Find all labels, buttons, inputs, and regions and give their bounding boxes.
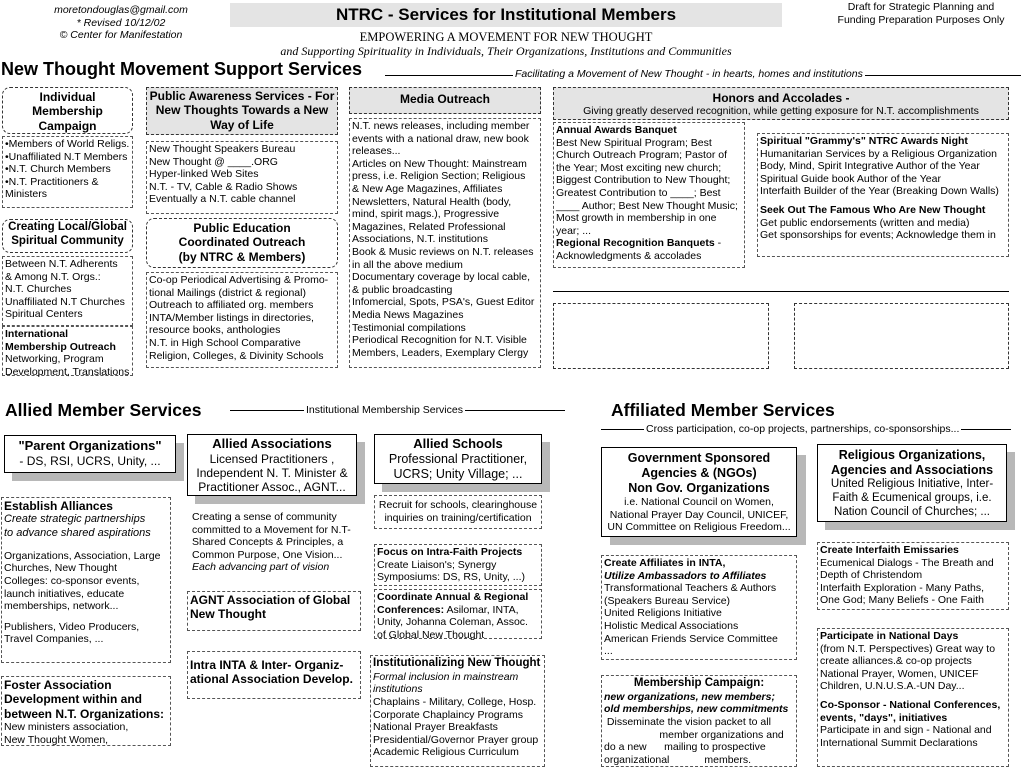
membership-campaign-title: Individual Membership Campaign <box>2 87 133 134</box>
inta-title: Create Affiliates in INTA, <box>604 557 726 569</box>
parent-text: - DS, RSI, UCRS, Unity, ... <box>19 453 161 468</box>
interfaith-title: Create Interfaith Emissaries <box>820 544 959 556</box>
international-outreach <box>2 326 133 376</box>
government-line: UN Committee on Religious Freedom... <box>607 521 791 534</box>
government-agencies-box <box>601 447 797 537</box>
banquet-item: Church Outreach Program; Pastor of <box>556 149 727 162</box>
institutionalizing-title: Institutionalizing New Thought <box>373 657 541 669</box>
government-title: Non Gov. Organizations <box>628 481 770 495</box>
institutionalizing-item: Presidential/Governor Prayer group <box>373 733 539 746</box>
national-title: Participate in National Days <box>820 630 959 642</box>
media-item: Book & Music reviews on N.T. releases <box>352 245 534 258</box>
grammys-title: Spiritual "Grammy's" NTRC Awards Night <box>760 135 968 147</box>
local-item: & Among N.T. Orgs.: <box>5 270 101 283</box>
interfaith-item: Interfaith Exploration - Many Paths, <box>820 581 984 594</box>
revised-text: * Revised 10/12/02 <box>76 16 166 29</box>
foster-title: Foster Association Development within and between N.T. Organizations: <box>4 678 165 721</box>
local-item: Spiritual Centers <box>5 308 83 321</box>
banquet-item: Most growth in membership in one <box>556 212 717 225</box>
media-item: & public broadcasting <box>352 283 453 296</box>
awareness-item: New Thought Speakers Bureau <box>149 143 296 155</box>
copyright-text: © Center for Manifestation <box>59 29 183 42</box>
draft-note <box>826 1 1016 26</box>
parent-title: "Parent Organizations" <box>18 438 162 453</box>
media-item: releases... <box>352 145 401 158</box>
annual-banquet-box: Annual Awards Banquet Best New Spiritual Program; Best Church Outreach Program; Pastor of the Year; Most exciting new church; Biggest Contribution to New Thought; Greatest Contribution to ____; Best ____ Author; Best New Thought Music; Most growth in membership in one year; ... Regional Recognition Banquets - Acknowledgments & accolades <box>553 122 745 268</box>
media-item: Infomercial, Spots, PSA's, Guest Editor <box>352 296 535 309</box>
national-item: Children, U.N.U.S.A.-UN Day... <box>820 680 965 693</box>
institutionalizing-item: National Prayer Breakfasts <box>373 721 498 734</box>
media-item: Members, Leaders, Exemplary Clergy <box>352 346 529 359</box>
allied-schools-box <box>374 434 542 484</box>
regional-text: Acknowledgments & accolades <box>556 249 702 262</box>
community-text <box>192 511 364 574</box>
foster-item: New ministers association, <box>4 721 129 734</box>
focus-intra-faith-box <box>374 544 542 586</box>
local-community-title: Creating Local/Global Spiritual Community <box>2 219 133 253</box>
affiliated-tagline: Cross participation, co-op projects, partnerships, co-sponsorships... <box>646 423 960 435</box>
membership-item: Ministers <box>5 188 48 201</box>
associations-line: Licensed Practitioners , <box>209 451 335 466</box>
education-item: N.T. in High School Comparative <box>149 336 301 349</box>
media-item: Testimonial compilations <box>352 321 466 334</box>
parent-organizations-box <box>4 435 176 473</box>
allied-tagline: Institutional Membership Services <box>306 404 463 416</box>
inta-item: ... <box>604 645 613 658</box>
alliances-item: Churches, New Thought <box>4 562 118 575</box>
focus-item: Create Liaison's; Synergy <box>377 558 497 571</box>
community-italic: Each advancing part of vision <box>192 561 330 574</box>
alliances-item: Travel Companies, ... <box>4 633 104 646</box>
membership-item: •N.T. Practitioners & <box>5 175 99 188</box>
banquet-item: Best New Spiritual Program; Best <box>556 136 712 149</box>
banquet-item: ____ Author; Best New Thought Music; <box>556 199 738 212</box>
schools-line: Professional Practitioner, <box>388 451 528 466</box>
media-item: & New Age Magazines, Affiliates <box>352 182 503 195</box>
alliances-title: Establish Alliances <box>4 499 113 513</box>
government-title: Agencies & (NGOs) <box>641 466 757 480</box>
inta-item: Holistic Medical Associations <box>604 619 739 632</box>
national-days-box <box>817 628 1009 767</box>
international-title: International Membership Outreach <box>5 328 116 353</box>
religious-line: Nation Council of Churches; ... <box>834 505 990 518</box>
institutionalizing-box <box>370 655 545 767</box>
media-item: in all the above medium <box>352 258 463 271</box>
campaign-item: do a new mailing to prospective <box>604 741 766 754</box>
associations-title: Allied Associations <box>212 436 332 451</box>
government-line: National Prayer Day Council, UNICEF, <box>609 508 789 521</box>
campaign-title: Membership Campaign: <box>633 677 765 689</box>
allied-associations-box <box>187 434 357 496</box>
education-item: tional Mailings (district & regional) <box>149 286 306 299</box>
media-item: press, i.e. Religion Section; Religious <box>352 170 526 183</box>
government-line: i.e. National Council on Women, <box>624 496 774 508</box>
coordinate-conferences-box <box>374 589 542 639</box>
media-item: Documentary coverage by local cable, <box>352 271 531 284</box>
media-item: events with a national draw, new book <box>352 132 529 145</box>
local-item: N.T. Churches <box>5 283 72 296</box>
institutionalizing-italic: Formal inclusion in mainstream institutions <box>373 670 519 696</box>
education-item: Outreach to affiliated org. members <box>149 299 314 312</box>
institutionalizing-item: Chaplains - Military, College, Hosp. <box>373 695 537 708</box>
support-heading: New Thought Movement Support Services <box>1 59 363 79</box>
affiliated-heading: Affiliated Member Services <box>611 400 835 420</box>
national-item: (from N.T. Perspectives) Great way to <box>820 642 996 655</box>
inta-item: (Speakers Bureau Service) <box>604 594 731 607</box>
media-item: Associations, N.T. institutions <box>352 233 488 246</box>
awareness-item: Hyper-linked Web Sites <box>149 168 259 181</box>
media-item: Periodical Recognition for N.T. Visible <box>352 334 527 347</box>
banquet-item: Greatest Contribution to ____; Best <box>556 186 721 199</box>
media-item: Articles on New Thought: Mainstream <box>352 157 527 170</box>
email-text: moretondouglas@gmail.com <box>54 4 188 16</box>
alliances-item: launch initiatives, educate <box>4 587 125 600</box>
page-title: NTRC - Services for Institutional Members <box>230 3 782 27</box>
foster-association-box <box>1 676 171 746</box>
membership-item: •N.T. Church Members <box>5 163 111 176</box>
focus-item: Symposiums: DS, RS, Unity, ...) <box>377 571 525 584</box>
public-awareness-list <box>146 141 338 214</box>
community-line: Shared Concepts & Principles, a <box>192 536 344 549</box>
membership-item: •Members of World Religs. <box>5 138 130 150</box>
alliances-subtitle: Create strategic partnerships <box>4 513 146 526</box>
interfaith-item: Depth of Christendom <box>820 569 923 582</box>
membership-item: •Unaffiliated N.T Members <box>5 150 128 163</box>
establish-alliances-box <box>1 497 171 663</box>
media-item: Magazines, Related Professional <box>352 220 506 233</box>
awareness-item: Eventually a N.T. cable channel <box>149 193 296 206</box>
recruit-line: inquiries on training/certification <box>384 511 532 524</box>
media-item: Media News Magazines <box>352 308 464 321</box>
banquet-title: Annual Awards Banquet <box>556 124 677 136</box>
support-tagline: Facilitating a Movement of New Thought - in hearts, homes and institutions <box>515 68 863 80</box>
public-education-title: Public Education Coordinated Outreach (by NTRC & Members) <box>146 218 338 268</box>
coordinate-item: Asilomar, INTA, <box>444 603 519 616</box>
government-title: Government Sponsored <box>627 451 771 465</box>
empty-box-right <box>794 303 1009 369</box>
local-item: Unaffiliated N.T Churches <box>5 295 125 308</box>
education-item: Religion, Colleges, & Divinity Schools <box>149 349 324 362</box>
grammys-item: Body, Mind, Spirit Integrative Author of the Year <box>760 160 980 173</box>
header-contact <box>30 4 212 42</box>
inta-item: American Friends Service Committee <box>604 632 778 645</box>
campaign-italic: new organizations, new members; <box>604 690 775 703</box>
cosponsor-title: Co-Sponsor - National Conferences, events, "days", initiatives <box>820 698 1001 724</box>
coordinate-item: Unity, Johanna Coleman, Assoc. <box>377 616 528 629</box>
associations-line: Independent N. T. Minister & <box>196 465 348 480</box>
awareness-item: New Thought @ ____.ORG <box>149 155 278 168</box>
grammys-item: Humanitarian Services by a Religious Organization <box>760 147 997 160</box>
national-item: National Prayer, Women, UNICEF <box>820 667 979 680</box>
public-awareness-title: Public Awareness Services - For New Thoughts Towards a New Way of Life <box>146 87 338 135</box>
community-line: committed to a Movement for N.T- <box>192 523 351 536</box>
religious-title: Religious Organizations, <box>838 448 986 462</box>
religious-line: Faith & Ecumenical groups, i.e. <box>832 491 992 504</box>
grammys-item: Spiritual Guide book Author of the Year <box>760 172 941 185</box>
coordinate-title: Coordinate Annual & Regional Conferences: <box>377 591 529 616</box>
alliances-item: Colleges: co-sponsor events, <box>4 574 140 587</box>
interfaith-item: Ecumenical Dialogs - The Breath and <box>820 556 994 569</box>
agnt-box: AGNT Association of Global New Thought <box>187 591 361 631</box>
inta-affiliates-box <box>601 555 797 660</box>
media-item: mind, spirit mags.), Progressive <box>352 208 500 221</box>
education-item: Co-op Periodical Advertising & Promo- <box>149 274 329 286</box>
public-education-list <box>146 272 338 368</box>
religious-title: Agencies and Associations <box>830 463 994 477</box>
membership-list <box>2 136 133 208</box>
local-community-list <box>2 256 133 326</box>
page-subtitle-1: EMPOWERING A MOVEMENT FOR NEW THOUGHT <box>359 30 653 44</box>
education-item: resource books, anthologies <box>149 324 281 337</box>
recruit-line: Recruit for schools, clearinghouse <box>378 499 538 511</box>
campaign-item: Disseminate the vision packet to all <box>604 715 771 728</box>
religious-line: United Religious Initiative, Inter- <box>830 478 994 490</box>
draft-line-1: Draft for Strategic Planning and <box>847 1 995 13</box>
media-outreach-title: Media Outreach <box>349 87 541 114</box>
alliances-item: Publishers, Video Producers, <box>4 620 140 633</box>
inta-subtitle: Utilize Ambassadors to Affiliates <box>604 569 767 582</box>
interfaith-item: One God; Many Beliefs - One Faith <box>820 594 984 607</box>
banquet-item: Biggest Contribution to New Thought; <box>556 174 731 187</box>
grammys-item: Interfaith Builder of the Year (Breaking Down Walls) <box>760 185 999 198</box>
grammys-box <box>757 133 1009 257</box>
empty-box-left <box>553 303 769 369</box>
schools-line: UCRS; Unity Village; ... <box>393 466 523 481</box>
associations-line: Practitioner Assoc., AGNT... <box>198 480 346 495</box>
education-item: INTA/Member listings in directories, <box>149 311 314 324</box>
honors-subtitle: Giving greatly deserved recognition, while getting exposure for N.T. accomplishments <box>583 105 979 118</box>
community-line: Common Purpose, One Vision... <box>192 548 343 561</box>
allied-heading: Allied Member Services <box>5 400 202 420</box>
media-item: Newsletters, Natural Health (body, <box>352 195 512 208</box>
national-item: create alliances.& co-op projects <box>820 655 972 668</box>
institutionalizing-item: Corporate Chaplaincy Programs <box>373 708 523 721</box>
membership-campaign-box <box>601 675 797 767</box>
campaign-italic: old memberships, new commitments <box>604 703 789 716</box>
schools-title: Allied Schools <box>413 436 503 451</box>
cosponsor-item: Participate in and sign - National and <box>820 724 992 737</box>
famous-title: Seek Out The Famous Who Are New Thought <box>760 203 986 216</box>
alliances-item: memberships, network... <box>4 600 119 613</box>
banquet-item: the Year; Most exciting new church; <box>556 161 722 174</box>
intra-inta-box: Intra INTA & Inter- Organiz-ational Association Develop. <box>187 651 361 699</box>
honors-header <box>553 87 1009 120</box>
foster-item: New Thought Women, <box>4 733 109 746</box>
awareness-item: N.T. - TV, Cable & Radio Shows <box>149 180 298 193</box>
page-subtitle-2: and Supporting Spirituality in Individuals, Their Organizations, Institutions and Communities <box>280 44 732 58</box>
international-text: Networking, Program Development, Translations <box>5 353 130 378</box>
coordinate-item: of Global New Thought <box>377 628 485 641</box>
religious-organizations-box <box>817 444 1007 522</box>
interfaith-emissaries-box <box>817 542 1009 610</box>
local-item: Between N.T. Adherents <box>5 258 118 270</box>
campaign-item: organizational members. <box>604 753 752 766</box>
draft-line-2: Funding Preparation Purposes Only <box>837 13 1005 26</box>
community-line: Creating a sense of community <box>192 511 337 523</box>
alliances-subtitle: to advance shared aspirations <box>4 526 151 539</box>
media-item: N.T. news releases, including member <box>352 120 530 132</box>
famous-item: Get sponsorships for events; Acknowledge them in <box>760 229 996 242</box>
famous-item: Get public endorsements (written and media) <box>760 216 970 229</box>
campaign-item: member organizations and <box>604 728 784 741</box>
banquet-item: year; ... <box>556 224 592 237</box>
honors-divider <box>553 291 1009 292</box>
media-outreach-list <box>349 118 541 368</box>
institutionalizing-item: Academic Religious Curriculum <box>373 746 519 759</box>
alliances-item: Organizations, Association, Large <box>4 549 161 562</box>
regional-title: Regional Recognition Banquets <box>556 237 715 250</box>
inta-item: United Religions Initiative <box>604 607 722 620</box>
focus-title: Focus on Intra-Faith Projects <box>377 546 523 558</box>
recruit-box <box>374 495 542 529</box>
inta-item: Transformational Teachers & Authors <box>604 582 777 595</box>
honors-title: Honors and Accolades - <box>712 91 850 105</box>
cosponsor-item: International Summit Declarations <box>820 736 978 749</box>
